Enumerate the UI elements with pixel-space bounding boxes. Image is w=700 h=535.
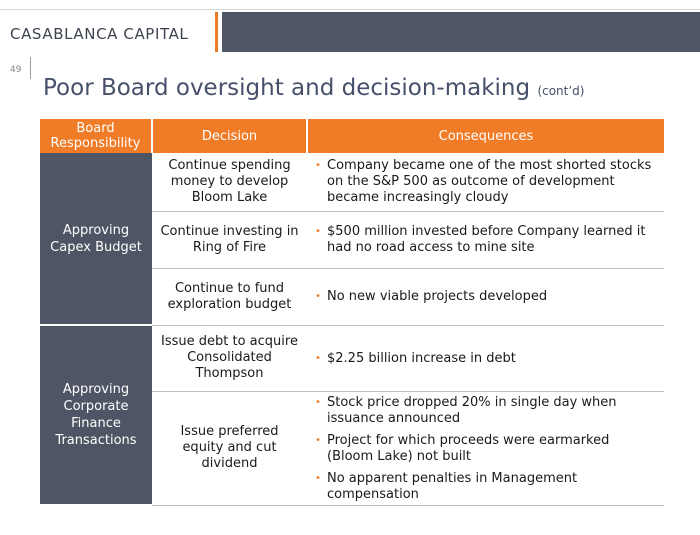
bullet-icon: • xyxy=(315,160,321,172)
decision-cell: Issue debt to acquire Consolidated Thompson xyxy=(152,325,307,391)
header-bar xyxy=(222,12,700,52)
consequence-item xyxy=(315,433,658,465)
consequence-item xyxy=(315,158,658,206)
decision-cell: Continue investing in Ring of Fire xyxy=(152,211,307,268)
table-row xyxy=(40,325,664,391)
brand-logo-text: CASABLANCA CAPITAL xyxy=(10,25,189,43)
responsibility-cell: Approving Corporate Finance Transactions xyxy=(40,325,152,505)
top-rule xyxy=(0,0,700,10)
consequence-text: $500 million invested before Company learned it had no road access to mine site xyxy=(327,224,646,255)
bullet-icon: • xyxy=(315,434,321,446)
column-header-consequences: Consequences xyxy=(307,119,664,153)
consequence-text: $2.25 billion increase in debt xyxy=(327,350,516,366)
slide-title-suffix: (cont’d) xyxy=(537,84,585,98)
consequences-cell xyxy=(307,268,664,325)
bullet-icon: • xyxy=(315,291,321,302)
decision-cell: Continue to fund exploration budget xyxy=(152,268,307,325)
bullet-icon: • xyxy=(315,352,321,364)
consequence-item xyxy=(315,471,658,503)
responsibility-cell: Approving Capex Budget xyxy=(40,153,152,325)
consequence-item xyxy=(315,289,658,305)
consequences-cell xyxy=(307,211,664,268)
consequence-text: No apparent penalties in Management compensation xyxy=(327,470,578,502)
consequence-text: Company became one of the most shorted stocks on the S&P 500 as outcome of development became increasingly cloudy xyxy=(327,158,652,206)
page-number: 49 xyxy=(10,65,22,75)
bullet-icon: • xyxy=(315,472,321,484)
page-number-rule xyxy=(30,57,31,79)
table-header-row xyxy=(40,119,664,153)
column-header-decision: Decision xyxy=(152,119,307,153)
consequences-cell xyxy=(307,325,664,391)
decision-cell: Continue spending money to develop Bloom Lake xyxy=(152,153,307,211)
consequence-text: No new viable projects developed xyxy=(327,289,548,304)
consequences-cell xyxy=(307,391,664,505)
slide-title-main: Poor Board oversight and decision-making xyxy=(43,75,531,101)
table-row xyxy=(40,153,664,211)
consequence-item xyxy=(315,224,658,256)
bullet-icon: • xyxy=(315,226,321,237)
consequence-text: Project for which proceeds were earmarked (Bloom Lake) not built xyxy=(327,432,610,464)
accent-divider xyxy=(215,12,218,52)
consequences-cell xyxy=(307,153,664,211)
board-decisions-table xyxy=(40,119,664,506)
consequence-text: Stock price dropped 20% in single day when issuance announced xyxy=(327,394,617,426)
consequence-item xyxy=(315,351,658,367)
decision-cell: Issue preferred equity and cut dividend xyxy=(152,391,307,505)
slide-title xyxy=(43,75,584,101)
bullet-icon: • xyxy=(315,396,321,408)
column-header-board-responsibility: Board Responsibility xyxy=(40,119,152,153)
consequence-item xyxy=(315,395,658,427)
